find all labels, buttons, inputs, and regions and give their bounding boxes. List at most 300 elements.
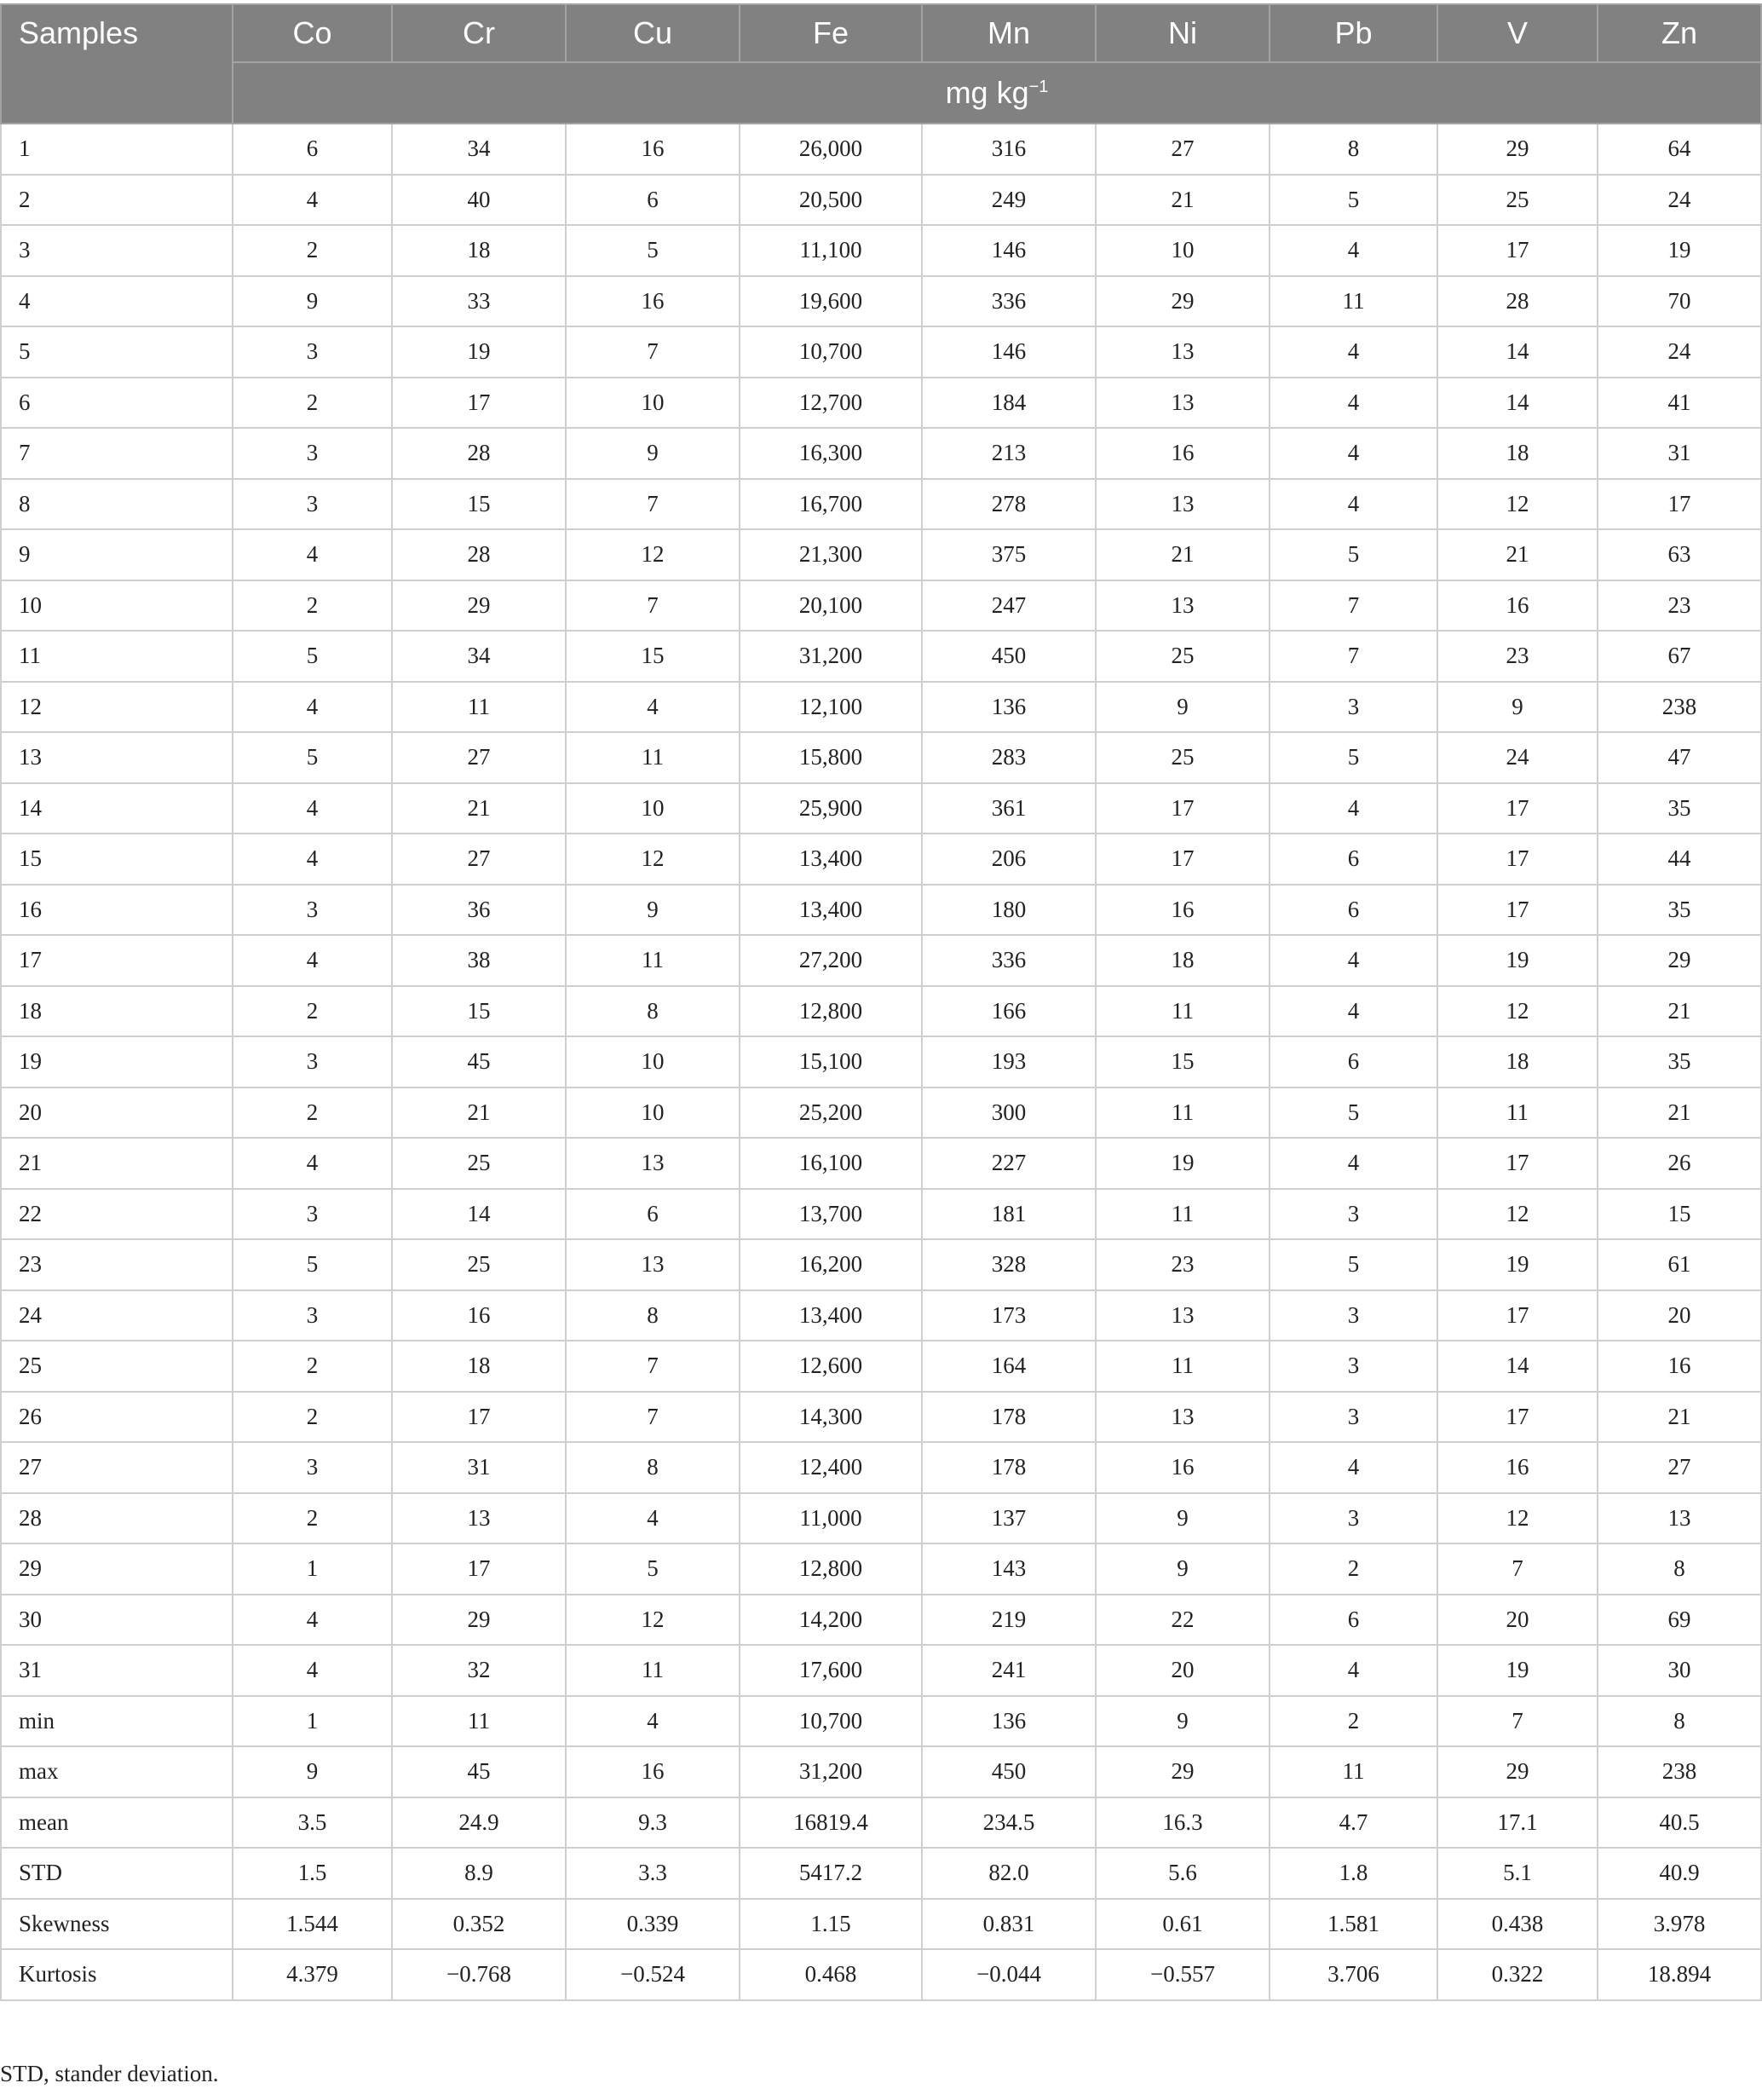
value-cell: 70 [1598, 276, 1761, 327]
table-row [1, 580, 1761, 632]
value-cell: 206 [922, 834, 1096, 885]
value-cell: 20,500 [740, 175, 922, 226]
value-cell: 13 [1096, 378, 1270, 429]
table-row [1, 1442, 1761, 1493]
table-row [1, 783, 1761, 834]
value-cell: 18 [1437, 428, 1598, 479]
value-cell: 11 [392, 1696, 566, 1747]
value-cell: 13,400 [740, 834, 922, 885]
value-cell: 375 [922, 529, 1096, 580]
value-cell: 4 [1270, 225, 1437, 276]
value-cell: 27 [1598, 1442, 1761, 1493]
value-cell: 184 [922, 378, 1096, 429]
value-cell: 336 [922, 276, 1096, 327]
value-cell: 5 [566, 1543, 740, 1595]
value-cell: 2 [1270, 1543, 1437, 1595]
value-cell: 40 [392, 175, 566, 226]
value-cell: 4 [233, 1595, 392, 1646]
heavy-metal-table [0, 3, 1762, 2001]
value-cell: 28 [392, 529, 566, 580]
unit-exponent: −1 [1028, 78, 1049, 96]
value-cell: 16 [566, 124, 740, 175]
value-cell: 4 [233, 529, 392, 580]
value-cell: 247 [922, 580, 1096, 632]
value-cell: 16 [1437, 1442, 1598, 1493]
value-cell: 3 [1270, 682, 1437, 733]
value-cell: 12,800 [740, 986, 922, 1037]
unit-header [233, 62, 1761, 124]
value-cell: 7 [566, 479, 740, 530]
value-cell: 17,600 [740, 1645, 922, 1696]
value-cell: 8 [1598, 1696, 1761, 1747]
row-label-cell: 5 [1, 326, 233, 378]
row-label-cell: 18 [1, 986, 233, 1037]
value-cell: 14 [1437, 378, 1598, 429]
table-row [1, 1848, 1761, 1899]
value-cell: 146 [922, 225, 1096, 276]
value-cell: 12 [1437, 986, 1598, 1037]
value-cell: 8 [1270, 124, 1437, 175]
value-cell: 1.544 [233, 1899, 392, 1950]
row-label-cell: 30 [1, 1595, 233, 1646]
row-label-cell: 29 [1, 1543, 233, 1595]
value-cell: 136 [922, 1696, 1096, 1747]
row-label-cell: 28 [1, 1493, 233, 1544]
value-cell: 10 [566, 1036, 740, 1088]
row-label-cell: 17 [1, 935, 233, 986]
value-cell: 24 [1598, 175, 1761, 226]
row-label-cell: 2 [1, 175, 233, 226]
value-cell: 7 [1270, 580, 1437, 632]
value-cell: 180 [922, 885, 1096, 936]
header-v: V [1437, 4, 1598, 62]
table-row [1, 276, 1761, 327]
value-cell: 2 [1270, 1696, 1437, 1747]
unit-text: mg kg [945, 75, 1029, 110]
value-cell: 10 [566, 378, 740, 429]
value-cell: 164 [922, 1341, 1096, 1392]
value-cell: 13 [392, 1493, 566, 1544]
value-cell: 3 [233, 479, 392, 530]
value-cell: 28 [392, 428, 566, 479]
value-cell: 9 [233, 1746, 392, 1797]
value-cell: 219 [922, 1595, 1096, 1646]
value-cell: 2 [233, 1392, 392, 1443]
row-label-cell: 25 [1, 1341, 233, 1392]
table-row [1, 428, 1761, 479]
row-label-cell: 4 [1, 276, 233, 327]
value-cell: 6 [1270, 1595, 1437, 1646]
value-cell: 3 [1270, 1341, 1437, 1392]
value-cell: 4.7 [1270, 1797, 1437, 1849]
value-cell: 23 [1598, 580, 1761, 632]
value-cell: 4 [1270, 378, 1437, 429]
value-cell: 1.581 [1270, 1899, 1437, 1950]
value-cell: 15 [1598, 1189, 1761, 1240]
value-cell: 8 [566, 986, 740, 1037]
value-cell: 1 [233, 1543, 392, 1595]
value-cell: 19 [392, 326, 566, 378]
value-cell: 2 [233, 1493, 392, 1544]
value-cell: 15,100 [740, 1036, 922, 1088]
value-cell: 10 [566, 1088, 740, 1139]
table-row [1, 1138, 1761, 1189]
value-cell: 4 [1270, 1138, 1437, 1189]
value-cell: 27 [392, 732, 566, 783]
value-cell: 9 [1096, 1543, 1270, 1595]
value-cell: 178 [922, 1392, 1096, 1443]
row-label-cell: 6 [1, 378, 233, 429]
row-label-cell: mean [1, 1797, 233, 1849]
data-table-container [0, 3, 1762, 2001]
value-cell: 33 [392, 276, 566, 327]
table-body [1, 124, 1761, 2000]
value-cell: 12 [566, 529, 740, 580]
value-cell: 13 [566, 1138, 740, 1189]
row-label-cell: 15 [1, 834, 233, 885]
table-row [1, 378, 1761, 429]
value-cell: 19 [1437, 935, 1598, 986]
value-cell: 6 [566, 1189, 740, 1240]
value-cell: 193 [922, 1036, 1096, 1088]
value-cell: 31,200 [740, 1746, 922, 1797]
value-cell: 146 [922, 326, 1096, 378]
value-cell: 3.706 [1270, 1949, 1437, 2000]
row-label-cell: 1 [1, 124, 233, 175]
value-cell: 19 [1598, 225, 1761, 276]
value-cell: 450 [922, 631, 1096, 682]
value-cell: 16,100 [740, 1138, 922, 1189]
value-cell: 20 [1096, 1645, 1270, 1696]
table-row [1, 1392, 1761, 1443]
table-row [1, 225, 1761, 276]
value-cell: 143 [922, 1543, 1096, 1595]
value-cell: 11 [1096, 1088, 1270, 1139]
value-cell: 5 [1270, 1239, 1437, 1290]
value-cell: 0.61 [1096, 1899, 1270, 1950]
value-cell: 20 [1598, 1290, 1761, 1341]
value-cell: 16 [1437, 580, 1598, 632]
value-cell: −0.524 [566, 1949, 740, 2000]
value-cell: 16 [1598, 1341, 1761, 1392]
value-cell: 17.1 [1437, 1797, 1598, 1849]
value-cell: 9 [566, 885, 740, 936]
value-cell: 5 [1270, 175, 1437, 226]
value-cell: 27 [392, 834, 566, 885]
value-cell: 238 [1598, 682, 1761, 733]
row-label-cell: 26 [1, 1392, 233, 1443]
value-cell: 4 [566, 1696, 740, 1747]
table-row [1, 834, 1761, 885]
value-cell: 20 [1437, 1595, 1598, 1646]
value-cell: 26,000 [740, 124, 922, 175]
value-cell: 11 [566, 1645, 740, 1696]
value-cell: 3 [233, 428, 392, 479]
value-cell: 3 [1270, 1290, 1437, 1341]
value-cell: 137 [922, 1493, 1096, 1544]
value-cell: 36 [392, 885, 566, 936]
value-cell: 6 [1270, 834, 1437, 885]
value-cell: 12,100 [740, 682, 922, 733]
value-cell: 17 [1598, 479, 1761, 530]
value-cell: 5 [1270, 1088, 1437, 1139]
header-mn: Mn [922, 4, 1096, 62]
value-cell: 44 [1598, 834, 1761, 885]
table-row [1, 326, 1761, 378]
value-cell: 241 [922, 1645, 1096, 1696]
value-cell: 450 [922, 1746, 1096, 1797]
value-cell: 11 [566, 732, 740, 783]
value-cell: 7 [566, 1392, 740, 1443]
value-cell: 17 [1437, 885, 1598, 936]
value-cell: 18 [1096, 935, 1270, 986]
value-cell: 7 [1270, 631, 1437, 682]
value-cell: 10,700 [740, 1696, 922, 1747]
row-label-cell: 12 [1, 682, 233, 733]
value-cell: 15 [1096, 1036, 1270, 1088]
table-row [1, 124, 1761, 175]
value-cell: 64 [1598, 124, 1761, 175]
value-cell: 9.3 [566, 1797, 740, 1849]
value-cell: 13 [566, 1239, 740, 1290]
value-cell: 11 [1096, 986, 1270, 1037]
value-cell: 9 [233, 276, 392, 327]
value-cell: 12 [1437, 479, 1598, 530]
value-cell: 15 [392, 479, 566, 530]
value-cell: 17 [1437, 834, 1598, 885]
value-cell: 34 [392, 631, 566, 682]
value-cell: 23 [1096, 1239, 1270, 1290]
value-cell: 11 [1437, 1088, 1598, 1139]
value-cell: 40.5 [1598, 1797, 1761, 1849]
value-cell: 5 [233, 1239, 392, 1290]
value-cell: 3.3 [566, 1848, 740, 1899]
table-row [1, 1645, 1761, 1696]
value-cell: 136 [922, 682, 1096, 733]
value-cell: 5 [566, 225, 740, 276]
row-label-cell: 20 [1, 1088, 233, 1139]
table-row [1, 479, 1761, 530]
value-cell: 0.339 [566, 1899, 740, 1950]
value-cell: 9 [1437, 682, 1598, 733]
value-cell: 10 [566, 783, 740, 834]
value-cell: 16,700 [740, 479, 922, 530]
value-cell: 4 [1270, 1442, 1437, 1493]
value-cell: 19 [1437, 1645, 1598, 1696]
value-cell: 17 [392, 378, 566, 429]
value-cell: 2 [233, 580, 392, 632]
table-row [1, 1088, 1761, 1139]
value-cell: 11 [1096, 1341, 1270, 1392]
row-label-cell: 24 [1, 1290, 233, 1341]
header-cu: Cu [566, 4, 740, 62]
value-cell: 5 [1270, 732, 1437, 783]
value-cell: 17 [1437, 783, 1598, 834]
table-row [1, 1696, 1761, 1747]
value-cell: 32 [392, 1645, 566, 1696]
value-cell: 12 [566, 1595, 740, 1646]
value-cell: 2 [233, 986, 392, 1037]
value-cell: 249 [922, 175, 1096, 226]
value-cell: 21 [1437, 529, 1598, 580]
value-cell: 17 [392, 1543, 566, 1595]
value-cell: 13 [1598, 1493, 1761, 1544]
table-row [1, 1797, 1761, 1849]
value-cell: 9 [1096, 1493, 1270, 1544]
value-cell: 11 [566, 935, 740, 986]
value-cell: 31 [392, 1442, 566, 1493]
header-cr: Cr [392, 4, 566, 62]
table-row [1, 732, 1761, 783]
value-cell: 0.831 [922, 1899, 1096, 1950]
value-cell: 4 [1270, 935, 1437, 986]
value-cell: 316 [922, 124, 1096, 175]
value-cell: 17 [1437, 225, 1598, 276]
value-cell: 328 [922, 1239, 1096, 1290]
value-cell: 4 [233, 682, 392, 733]
value-cell: 12,600 [740, 1341, 922, 1392]
value-cell: 227 [922, 1138, 1096, 1189]
value-cell: 12,400 [740, 1442, 922, 1493]
value-cell: 3 [233, 326, 392, 378]
value-cell: 13 [1096, 1290, 1270, 1341]
header-zn: Zn [1598, 4, 1761, 62]
value-cell: 1.5 [233, 1848, 392, 1899]
value-cell: 14 [392, 1189, 566, 1240]
table-row [1, 175, 1761, 226]
value-cell: 21 [1598, 1392, 1761, 1443]
table-row [1, 986, 1761, 1037]
value-cell: 3.978 [1598, 1899, 1761, 1950]
row-label-cell: 10 [1, 580, 233, 632]
value-cell: 25 [392, 1138, 566, 1189]
value-cell: 173 [922, 1290, 1096, 1341]
value-cell: 21,300 [740, 529, 922, 580]
value-cell: 19 [1096, 1138, 1270, 1189]
value-cell: 82.0 [922, 1848, 1096, 1899]
value-cell: 14 [1437, 326, 1598, 378]
value-cell: 18 [392, 1341, 566, 1392]
row-label-cell: 8 [1, 479, 233, 530]
value-cell: 4 [1270, 783, 1437, 834]
value-cell: 234.5 [922, 1797, 1096, 1849]
value-cell: 16 [1096, 1442, 1270, 1493]
value-cell: 20,100 [740, 580, 922, 632]
value-cell: 10,700 [740, 326, 922, 378]
value-cell: 3 [1270, 1189, 1437, 1240]
value-cell: 238 [1598, 1746, 1761, 1797]
value-cell: 1 [233, 1696, 392, 1747]
table-row [1, 1290, 1761, 1341]
value-cell: 0.352 [392, 1899, 566, 1950]
row-label-cell: 31 [1, 1645, 233, 1696]
value-cell: 12,800 [740, 1543, 922, 1595]
value-cell: 2 [233, 1088, 392, 1139]
value-cell: 3 [1270, 1392, 1437, 1443]
value-cell: 22 [1096, 1595, 1270, 1646]
value-cell: 4 [1270, 428, 1437, 479]
value-cell: 2 [233, 378, 392, 429]
table-row [1, 631, 1761, 682]
value-cell: 3 [233, 1189, 392, 1240]
value-cell: 181 [922, 1189, 1096, 1240]
value-cell: 67 [1598, 631, 1761, 682]
value-cell: 26 [1598, 1138, 1761, 1189]
value-cell: 13,700 [740, 1189, 922, 1240]
row-label-cell: max [1, 1746, 233, 1797]
value-cell: 13 [1096, 580, 1270, 632]
value-cell: 25 [392, 1239, 566, 1290]
value-cell: 23 [1437, 631, 1598, 682]
value-cell: 6 [1270, 1036, 1437, 1088]
value-cell: 29 [392, 1595, 566, 1646]
row-label-cell: 13 [1, 732, 233, 783]
value-cell: 21 [392, 1088, 566, 1139]
value-cell: 29 [1437, 124, 1598, 175]
value-cell: 4 [233, 935, 392, 986]
value-cell: 4 [1270, 326, 1437, 378]
row-label-cell: STD [1, 1848, 233, 1899]
table-row [1, 1949, 1761, 2000]
value-cell: 6 [1270, 885, 1437, 936]
table-row [1, 1341, 1761, 1392]
value-cell: 5.6 [1096, 1848, 1270, 1899]
value-cell: 11,100 [740, 225, 922, 276]
value-cell: 15,800 [740, 732, 922, 783]
value-cell: 14,300 [740, 1392, 922, 1443]
value-cell: 6 [233, 124, 392, 175]
value-cell: 29 [1096, 1746, 1270, 1797]
value-cell: 8 [566, 1290, 740, 1341]
value-cell: 0.468 [740, 1949, 922, 2000]
row-label-cell: 7 [1, 428, 233, 479]
value-cell: 3 [233, 1290, 392, 1341]
value-cell: 13 [1096, 326, 1270, 378]
value-cell: 12 [1437, 1189, 1598, 1240]
value-cell: 35 [1598, 1036, 1761, 1088]
value-cell: 9 [1096, 682, 1270, 733]
value-cell: 8 [566, 1442, 740, 1493]
table-row [1, 935, 1761, 986]
value-cell: 12 [1437, 1493, 1598, 1544]
value-cell: 9 [566, 428, 740, 479]
header-fe: Fe [740, 4, 922, 62]
value-cell: 11 [392, 682, 566, 733]
value-cell: 11 [1270, 276, 1437, 327]
row-label-cell: 3 [1, 225, 233, 276]
row-label-cell: 27 [1, 1442, 233, 1493]
value-cell: 19,600 [740, 276, 922, 327]
row-label-cell: Skewness [1, 1899, 233, 1950]
row-label-cell: 22 [1, 1189, 233, 1240]
value-cell: 3 [233, 885, 392, 936]
value-cell: 21 [1096, 529, 1270, 580]
value-cell: 21 [1598, 1088, 1761, 1139]
value-cell: 14 [1437, 1341, 1598, 1392]
table-row [1, 1493, 1761, 1544]
value-cell: 4 [1270, 1645, 1437, 1696]
value-cell: 283 [922, 732, 1096, 783]
row-label-cell: min [1, 1696, 233, 1747]
value-cell: 61 [1598, 1239, 1761, 1290]
value-cell: 16 [566, 1746, 740, 1797]
value-cell: 11 [1270, 1746, 1437, 1797]
value-cell: 14,200 [740, 1595, 922, 1646]
value-cell: 28 [1437, 276, 1598, 327]
row-label-cell: 19 [1, 1036, 233, 1088]
value-cell: 4 [233, 175, 392, 226]
value-cell: 17 [1096, 834, 1270, 885]
